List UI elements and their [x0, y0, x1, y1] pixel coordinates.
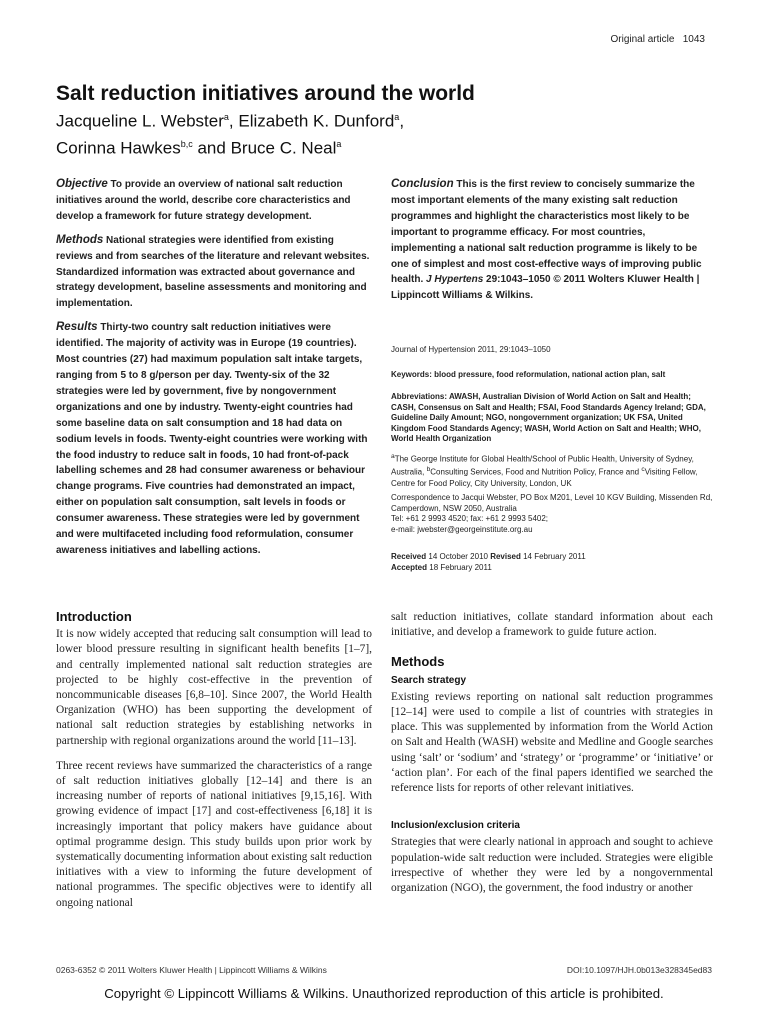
article-type: Original article — [610, 34, 675, 45]
citation-details: 29:1043–1050 © 2011 Wolters Kluwer Health | Lippincott Williams & Wilkins. — [391, 274, 700, 302]
correspondence-phone: Tel: +61 2 9993 4520; fax: +61 2 9993 5402; — [391, 514, 549, 524]
author-list — [56, 106, 616, 159]
affiliation-mark: b — [426, 466, 431, 474]
author-separator: and — [192, 138, 231, 158]
section-heading-introduction: Introduction — [56, 609, 132, 624]
received-label: Received — [391, 552, 427, 561]
abstract-text: National strategies were identified from existing reviews and from searches of the literature and relevant websites. Standardized information was extracted about governance and strategy development, baseline assessments and monitoring and implementation. — [56, 234, 370, 310]
author-name: Jacqueline L. Webster — [56, 111, 224, 131]
footer-doi: DOI:10.1097/HJH.0b013e328345ed83 — [566, 965, 712, 975]
abstract-objective — [56, 177, 372, 225]
author-name: Bruce C. Neal — [230, 138, 337, 158]
abbreviations-label: Abbreviations: — [391, 392, 448, 401]
abstract-methods — [56, 233, 372, 313]
body-right-column — [391, 610, 713, 906]
abstract-label: Results — [56, 321, 98, 334]
author-affiliation: a — [336, 138, 342, 149]
keywords — [391, 370, 713, 381]
author-separator: , — [399, 111, 405, 131]
abstract-label: Methods — [56, 233, 104, 246]
abbreviations — [391, 392, 713, 445]
journal-citation — [391, 345, 713, 356]
accepted-label: Accepted — [391, 562, 428, 572]
correspondence-address: Correspondence to Jacqui Webster, PO Box M201, Level 10 KGV Building, Missenden Rd, Camperdown, NSW 2050, Australia — [391, 493, 713, 513]
revised-date: 14 February 2011 — [520, 552, 586, 561]
section-heading-methods: Methods — [391, 654, 445, 670]
body-left-column — [56, 609, 372, 921]
correspondence — [391, 493, 713, 535]
author-name: Corinna Hawkes — [56, 138, 181, 158]
subsection-heading-inclusion: Inclusion/exclusion criteria — [391, 820, 520, 832]
page-number: 1043 — [682, 34, 705, 45]
keywords-text: blood pressure, food reformulation, national action plan, salt — [431, 370, 666, 379]
abstract-label: Conclusion — [391, 178, 454, 190]
abstract-label: Objective — [56, 178, 108, 190]
affiliation-mark: a — [391, 453, 395, 460]
author-affiliation: a — [394, 112, 400, 122]
abstract-text: This is the first review to concisely summarize the most important elements of the many existing salt reduction programmes and highlight the characteristics most likely to be important to programme efficacy. For most countries, implementing a national salt reduction programme is likely to be one of simplest and most cost-effective ways of improving public health. — [391, 179, 702, 286]
methods-paragraph: Existing reviews reporting on national salt reduction programmes [12–14] were used to compile a list of countries with strategies in place. This was supplemented by information from the World Action on Salt and Health (WASH) website and Medline and Google searches using ‘salt’ or ‘sodium’ and ‘strategy’ or ‘programme’ or ‘initiative’ or ‘action plan’. For each of the final papers identified we searched the reference lists for reports of other relevant initiatives. — [391, 690, 714, 795]
intro-paragraph: It is now widely accepted that reducing salt consumption will lead to lower blood pressure resulting in significant health benefits [1–7], and centrally implemented national salt reduction strategies are projected to be highly cost-effective in the prevention of noncommunicable diseases [6,8–10]. Since 2007, the World Health Organization (WHO) has been supporting the development of national salt reduction strategies by establishing networks in partnership with regional organizations around the world [11–13]. — [56, 628, 372, 747]
affiliations — [391, 452, 713, 489]
affiliation-mark: c — [641, 466, 645, 474]
intro-paragraph: Three recent reviews have summarized the characteristics of a range of salt reduction initiatives globally [12–14] and there is an increasing number of reports of national initiatives [9,15,16]. With growing evidence of impact [17] and cost-effectiveness [6,18] it is increasingly important that policy makers have guidance about optimal programme design. This study builds upon prior work by systematically documenting information about existing salt reduction initiatives with a view to informing the future development of national programmes. The specific objectives were to identify all ongoing national — [56, 759, 372, 909]
abstract-right-column — [391, 177, 713, 312]
abstract-results — [56, 320, 372, 559]
received-date: 14 October 2010 — [426, 552, 491, 561]
revised-label: Revised — [490, 552, 521, 561]
running-header — [610, 34, 705, 45]
affiliation-text: Consulting Services, Food and Nutrition Policy, France and — [430, 467, 642, 477]
journal-volume: 2011, 29:1043–1050 — [475, 345, 551, 354]
intro-continuation: salt reduction initiatives, collate standard information about each initiative, and develop a framework to guide future action. — [391, 611, 713, 639]
abstract-left-column — [56, 177, 372, 567]
article-dates — [391, 552, 713, 573]
author-affiliation: a — [223, 112, 229, 122]
affiliation-text: Visiting Fellow, Centre for Food Policy, City University, London, UK — [391, 467, 698, 488]
copyright-notice: Copyright © Lippincott Williams & Wilkins. Unauthorized reproduction of this article is prohibited. — [104, 986, 664, 1001]
subsection-heading-search: Search strategy — [391, 674, 467, 686]
footer-copyright: 0263-6352 © 2011 Wolters Kluwer Health | Lippincott Williams & Wilkins — [56, 965, 327, 975]
journal-name: Journal of Hypertension — [391, 345, 476, 354]
affiliation-text: The George Institute for Global Health/School of Public Health, University of Sydney, Australia, — [391, 454, 694, 477]
abstract-text: To provide an overview of national salt reduction initiatives around the world, describe core characteristics and develop a framework for future strategy development. — [56, 179, 351, 222]
author-separator: , — [228, 111, 239, 131]
methods-paragraph: Strategies that were clearly national in approach and sought to achieve population-wide salt reduction were included. Strategies were eligible irrespective of whether they were led by a nongovernmental organization (NGO), the government, the food industry or another — [391, 836, 713, 895]
citation-journal: J Hypertens — [423, 274, 484, 286]
abbreviations-text: AWASH, Australian Division of World Action on Salt and Health; CASH, Consensus on Salt and Health; FSAI, Food Standards Agency Ireland; GDA, Guideline Daily Amount; NGO, nongovernment organization; UK FSA, United Kingdom Food Standards Agency; WASH, World Action on Salt and Health; WHO, World Health Organization — [391, 392, 706, 444]
correspondence-email: e-mail: jwebster@georgeinstitute.org.au — [391, 524, 533, 534]
article-title: Salt reduction initiatives around the world — [56, 82, 475, 105]
author-affiliation: b,c — [180, 138, 193, 149]
abstract-text: Thirty-two country salt reduction initiatives were identified. The majority of activity was in Europe (19 countries). Most countries (27) had maximum population salt intake targets, ranging from 5 to 8 g/person per day. Twenty-six of the 32 strategies were led by government, five by nongovernment organizations and one by industry. Twenty-eight countries had some baseline data on salt consumption and 18 had data on sodium levels in foods. Twenty-eight countries were working with the food industry to reduce salt in foods, 10 had front-of-pack labelling schemes and 28 had consumer awareness or behaviour change programs. Five countries had demonstrated an impact, either on population salt consumption, salt levels in foods or consumer awareness. These strategies were led by government and were multifaceted including food reformulation, consumer awareness initiatives and labelling actions. — [56, 322, 368, 556]
keywords-label: Keywords: — [391, 370, 432, 379]
abstract-conclusion — [391, 177, 713, 304]
accepted-date: 18 February 2011 — [427, 562, 492, 572]
author-name: Elizabeth K. Dunford — [238, 111, 395, 131]
